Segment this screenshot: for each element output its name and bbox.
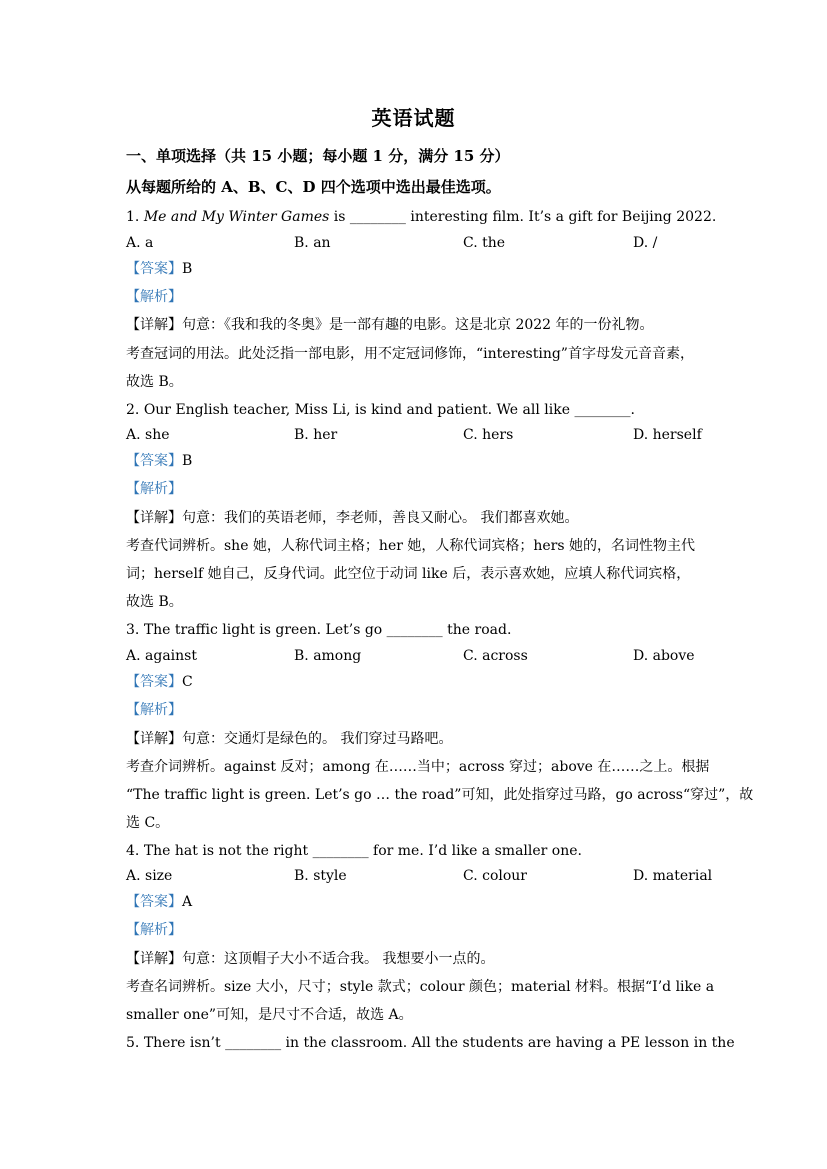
option-d: D. herself xyxy=(633,427,702,443)
question-1-stem xyxy=(126,208,716,226)
option-d: D. material xyxy=(633,868,713,884)
section-instruction: 从每题所给的 A、B、C、D 四个选项中选出最佳选项。 xyxy=(126,178,501,196)
detail-line xyxy=(126,950,494,968)
detail-text: 句意：我们的英语老师，李老师，善良又耐心。 我们都喜欢她。 xyxy=(182,510,579,526)
option-c: C. the xyxy=(463,235,506,251)
option-a: A. against xyxy=(126,648,197,664)
detail-line xyxy=(126,730,452,748)
explanation-line: 考查名词辨析。size 大小，尺寸；style 款式；colour 颜色；material 材料。根据“I’d like a xyxy=(126,979,715,995)
option-a: A. a xyxy=(126,235,154,251)
explanation-line: 词；herself 她自己，反身代词。此空位于动词 like 后，表示喜欢她，应填人称代词宾格， xyxy=(126,566,691,582)
section-heading: 一、单项选择（共 15 小题；每小题 1 分，满分 15 分） xyxy=(126,147,510,165)
question-text: The traffic light is green. Let’s go ________ the road. xyxy=(143,622,512,638)
answer-value: A xyxy=(182,894,193,910)
question-number: 3. xyxy=(126,622,140,638)
answer-value: B xyxy=(182,261,193,277)
question-number: 1. xyxy=(126,209,140,225)
question-text: The hat is not the right ________ for me. I’d like a smaller one. xyxy=(143,843,582,859)
question-3-stem xyxy=(126,621,511,639)
question-5-stem xyxy=(126,1034,735,1052)
detail-text: 句意：交通灯是绿色的。 我们穿过马路吧。 xyxy=(182,731,453,747)
question-2-stem xyxy=(126,401,635,419)
question-text: Our English teacher, Miss Li, is kind and patient. We all like ________. xyxy=(143,402,635,418)
page-title: 英语试题 xyxy=(371,106,456,130)
answer-line xyxy=(126,260,192,278)
analysis-tag: 【解析】 xyxy=(126,289,182,305)
question-number: 5. xyxy=(126,1035,140,1051)
detail-line xyxy=(126,509,578,527)
explanation-line: “The traffic light is green. Let’s go … the road”可知，此处指穿过马路，go across“穿过”，故 xyxy=(126,787,754,803)
detail-text: 句意：《我和我的冬奥》是一部有趣的电影。这是北京 2022 年的一份礼物。 xyxy=(182,317,654,333)
explanation-line: 考查代词辨析。she 她，人称代词主格；her 她，人称代词宾格；hers 她的，名词性物主代 xyxy=(126,538,696,554)
option-b: B. among xyxy=(294,648,362,664)
question-text: There isn’t ________ in the classroom. All the students are having a PE lesson in the xyxy=(143,1035,735,1051)
answer-line xyxy=(126,452,192,470)
question-text: is ________ interesting film. It’s a gift for Beijing 2022. xyxy=(329,209,717,225)
option-b: B. style xyxy=(294,868,347,884)
detail-text: 句意：这顶帽子大小不适合我。 我想要小一点的。 xyxy=(182,951,495,967)
detail-tag: 【详解】 xyxy=(126,317,182,333)
analysis-tag: 【解析】 xyxy=(126,481,182,497)
option-c: C. colour xyxy=(463,868,527,884)
detail-line xyxy=(126,316,654,334)
detail-tag: 【详解】 xyxy=(126,510,182,526)
explanation-line: 故选 B。 xyxy=(126,374,183,390)
option-d: D. above xyxy=(633,648,695,664)
answer-value: C xyxy=(182,674,193,690)
detail-tag: 【详解】 xyxy=(126,731,182,747)
option-b: B. her xyxy=(294,427,338,443)
option-c: C. hers xyxy=(463,427,514,443)
explanation-line: 考查介词辨析。against 反对；among 在……当中；across 穿过；above 在……之上。根据 xyxy=(126,759,710,775)
question-number: 4. xyxy=(126,843,140,859)
answer-tag: 【答案】 xyxy=(126,674,182,690)
analysis-tag: 【解析】 xyxy=(126,922,182,938)
option-b: B. an xyxy=(294,235,331,251)
answer-value: B xyxy=(182,453,193,469)
answer-tag: 【答案】 xyxy=(126,453,182,469)
question-4-stem xyxy=(126,842,582,860)
option-d: D. / xyxy=(633,235,658,251)
answer-line xyxy=(126,673,193,691)
option-c: C. across xyxy=(463,648,528,664)
answer-line xyxy=(126,893,192,911)
detail-tag: 【详解】 xyxy=(126,951,182,967)
answer-tag: 【答案】 xyxy=(126,261,182,277)
explanation-line: 故选 B。 xyxy=(126,594,183,610)
explanation-line: smaller one”可知，是尺寸不合适，故选 A。 xyxy=(126,1007,413,1023)
explanation-line: 选 C。 xyxy=(126,815,170,831)
option-a: A. she xyxy=(126,427,170,443)
film-title: Me and My Winter Games xyxy=(143,209,330,225)
answer-tag: 【答案】 xyxy=(126,894,182,910)
option-a: A. size xyxy=(126,868,173,884)
explanation-line: 考查冠词的用法。此处泛指一部电影，用不定冠词修饰，“interesting”首字母发元音音素， xyxy=(126,346,694,362)
question-number: 2. xyxy=(126,402,140,418)
analysis-tag: 【解析】 xyxy=(126,702,182,718)
